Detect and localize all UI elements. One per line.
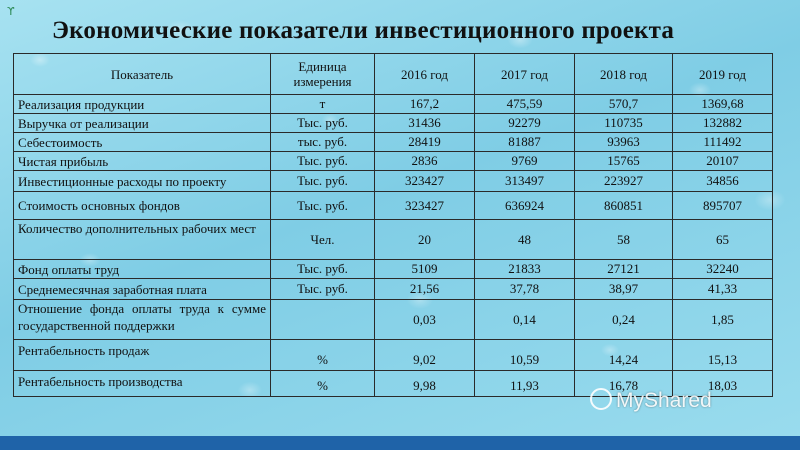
cell-indicator: Рентабельность продаж	[14, 340, 271, 371]
cell-indicator: Чистая прибыль	[14, 152, 271, 171]
cell-2017: 48	[475, 220, 575, 260]
cell-unit: Чел.	[271, 220, 375, 260]
cell-2017: 10,59	[475, 340, 575, 371]
cell-2016: 0,03	[375, 300, 475, 340]
cell-2017: 9769	[475, 152, 575, 171]
cell-2017: 475,59	[475, 95, 575, 114]
slide-title: Экономические показатели инвестиционного проекта	[52, 17, 675, 44]
cell-indicator: Отношение фонда оплаты труда к сумме государственной поддержки	[14, 300, 271, 340]
cell-2016: 167,2	[375, 95, 475, 114]
cell-indicator: Реализация продукции	[14, 95, 271, 114]
cell-2017: 81887	[475, 133, 575, 152]
watermark-logo-icon	[590, 388, 612, 410]
cell-2017: 92279	[475, 114, 575, 133]
cell-2016: 20	[375, 220, 475, 260]
cell-2016: 323427	[375, 192, 475, 220]
cell-2019: 32240	[673, 260, 773, 279]
table-row	[14, 260, 773, 279]
cell-2019: 111492	[673, 133, 773, 152]
cell-indicator: Себестоимость	[14, 133, 271, 152]
cell-2019: 18,03	[673, 371, 773, 397]
header-unit: Единица измерения	[271, 54, 375, 95]
cell-2017: 0,14	[475, 300, 575, 340]
cell-2017: 21833	[475, 260, 575, 279]
table-row	[14, 171, 773, 192]
cell-unit: т	[271, 95, 375, 114]
cell-unit: Тыс. руб.	[271, 152, 375, 171]
cell-unit: тыс. руб.	[271, 133, 375, 152]
cell-unit: Тыс. руб.	[271, 114, 375, 133]
table-row	[14, 152, 773, 171]
cell-unit: Тыс. руб.	[271, 279, 375, 300]
table-row	[14, 340, 773, 371]
table-row	[14, 279, 773, 300]
cell-2019: 34856	[673, 171, 773, 192]
cell-2016: 21,56	[375, 279, 475, 300]
cell-2017: 11,93	[475, 371, 575, 397]
cell-2016: 28419	[375, 133, 475, 152]
cell-unit: %	[271, 340, 375, 371]
cell-2016: 9,02	[375, 340, 475, 371]
cell-2018: 38,97	[575, 279, 673, 300]
cell-2018: 93963	[575, 133, 673, 152]
cell-indicator: Инвестиционные расходы по проекту	[14, 171, 271, 192]
header-2019: 2019 год	[673, 54, 773, 95]
corner-mark: ϒ	[7, 5, 15, 18]
header-2016: 2016 год	[375, 54, 475, 95]
cell-2016: 323427	[375, 171, 475, 192]
cell-2018: 16,78	[575, 371, 673, 397]
indicators-table	[13, 53, 773, 397]
cell-2016: 5109	[375, 260, 475, 279]
table-row	[14, 220, 773, 260]
cell-indicator: Стоимость основных фондов	[14, 192, 271, 220]
cell-2018: 14,24	[575, 340, 673, 371]
table-header-row	[14, 54, 773, 95]
cell-2018: 27121	[575, 260, 673, 279]
cell-indicator: Фонд оплаты труд	[14, 260, 271, 279]
cell-2019: 20107	[673, 152, 773, 171]
cell-indicator: Выручка от реализации	[14, 114, 271, 133]
cell-2019: 41,33	[673, 279, 773, 300]
cell-2018: 570,7	[575, 95, 673, 114]
cell-2016: 2836	[375, 152, 475, 171]
cell-unit: Тыс. руб.	[271, 171, 375, 192]
table-row	[14, 95, 773, 114]
watermark-text: MyShared	[616, 389, 712, 412]
cell-2019: 15,13	[673, 340, 773, 371]
cell-2018: 15765	[575, 152, 673, 171]
cell-indicator: Рентабельность производства	[14, 371, 271, 397]
cell-2018: 0,24	[575, 300, 673, 340]
cell-2016: 31436	[375, 114, 475, 133]
cell-unit	[271, 300, 375, 340]
watermark	[590, 388, 712, 413]
cell-2016: 9,98	[375, 371, 475, 397]
cell-2018: 223927	[575, 171, 673, 192]
cell-2018: 110735	[575, 114, 673, 133]
table-row	[14, 114, 773, 133]
cell-unit: Тыс. руб.	[271, 192, 375, 220]
indicators-table-wrap	[13, 53, 772, 397]
cell-2019: 895707	[673, 192, 773, 220]
cell-2017: 37,78	[475, 279, 575, 300]
table-row	[14, 300, 773, 340]
header-2018: 2018 год	[575, 54, 673, 95]
cell-2019: 1369,68	[673, 95, 773, 114]
cell-unit: Тыс. руб.	[271, 260, 375, 279]
cell-2019: 132882	[673, 114, 773, 133]
bottom-bar	[0, 436, 800, 450]
header-2017: 2017 год	[475, 54, 575, 95]
cell-2019: 65	[673, 220, 773, 260]
table-row	[14, 133, 773, 152]
cell-2017: 636924	[475, 192, 575, 220]
cell-indicator: Среднемесячная заработная плата	[14, 279, 271, 300]
cell-2018: 58	[575, 220, 673, 260]
cell-unit: %	[271, 371, 375, 397]
cell-2017: 313497	[475, 171, 575, 192]
header-indicator: Показатель	[14, 54, 271, 95]
cell-2019: 1,85	[673, 300, 773, 340]
cell-2018: 860851	[575, 192, 673, 220]
table-row	[14, 192, 773, 220]
cell-indicator: Количество дополнительных рабочих мест	[14, 220, 271, 260]
